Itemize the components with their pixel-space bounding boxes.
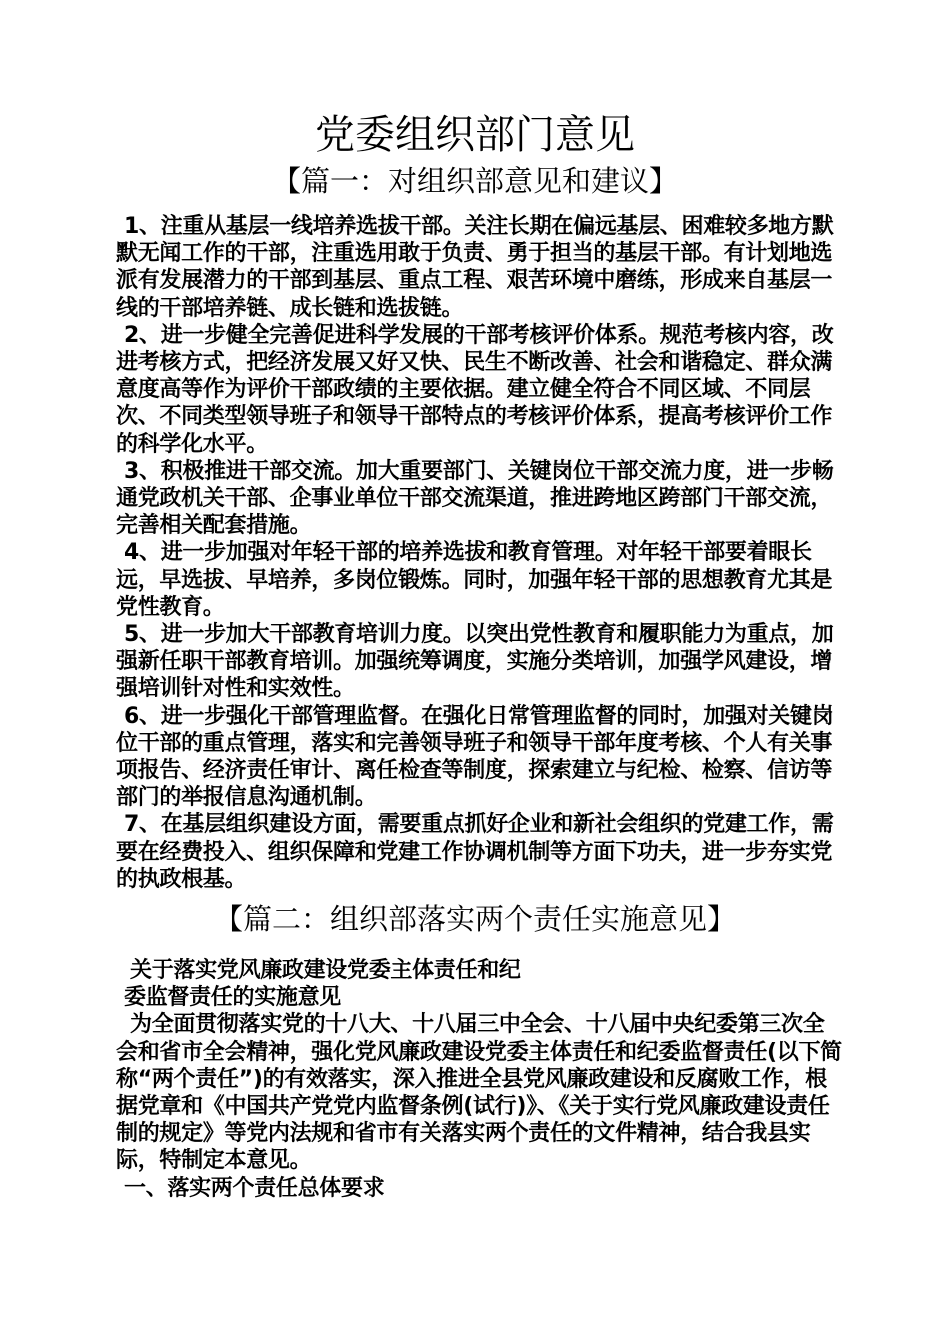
section1-paragraph-7: 7、在基层组织建设方面，需要重点抓好企业和新社会组织的党建工作，需要在经费投入、组织保障和党建工作协调机制等方面下功夫，进一步夯实党的执政根基。 — [116, 812, 834, 892]
section1-paragraph-4: 4、进一步加强对年轻干部的培养选拔和教育管理。对年轻干部要着眼长远，早选拔、早培养，多岗位锻炼。同时，加强年轻干部的思想教育尤其是党性教育。 — [116, 540, 833, 620]
doc-title-line-1: 关于落实党风廉政建设党委主体责任和纪 — [130, 958, 521, 983]
section1-paragraph-2: 2、进一步健全完善促进科学发展的干部考核评价体系。规范考核内容，改进考核方式，把经济发展又好又快、民生不断改善、社会和谐稳定、群众满意度高等作为评价干部政绩的主要依据。建立健全符合不同区域、不同层次、不同类型领导班子和领导干部特点的考核评价体系，提高考核评价工作的科学化水平。 — [116, 322, 834, 457]
section1-paragraph-6: 6、进一步强化干部管理监督。在强化日常管理监督的同时，加强对关键岗位干部的重点管理，落实和完善领导班子和领导干部年度考核、个人有关事项报告、经济责任审计、离任检查等制度，探索建立与纪检、检察、信访等部门的举报信息沟通机制。 — [116, 703, 834, 811]
section1-body — [116, 213, 846, 893]
section1-paragraph-1: 1、注重从基层一线培养选拔干部。关注长期在偏远基层、困难较多地方默默无闻工作的干部，注重选用敢于负责、勇于担当的基层干部。有计划地选派有发展潜力的干部到基层、重点工程、艰苦环境中磨练，形成来自基层一线的干部培养链、成长链和选拔链。 — [116, 214, 834, 321]
section2-body — [116, 957, 846, 1202]
section1-paragraph-3: 3、积极推进干部交流。加大重要部门、关键岗位干部交流力度，进一步畅通党政机关干部、企事业单位干部交流渠道，推进跨地区跨部门干部交流，完善相关配套措施。 — [116, 458, 834, 539]
section1-heading: 【篇一：对组织部意见和建议】 — [271, 164, 678, 198]
section2-heading: 【篇二：组织部落实两个责任实施意见】 — [213, 902, 736, 936]
doc-title-line-2: 委监督责任的实施意见 — [124, 985, 342, 1011]
section2-intro: 为全面贯彻落实党的十八大、十八届三中全会、十八届中央纪委第三次全会和省市全会精神，强化党风廉政建设党委主体责任和纪委监督责任(以下简称“两个责任”)的有效落实，深入推进全县党风廉政建设和反腐败工作，根据党章和《中国共产党党内监督条例(试行)》、《关于实行党风廉政建设责任制的规定》等党内法规和省市有关落实两个责任的文件精神，结合我县实际，特制定本意见。 — [116, 1012, 842, 1174]
section1-paragraph-5: 5、进一步加大干部教育培训力度。以突出党性教育和履职能力为重点，加强新任职干部教育培训。加强统筹调度，实施分类培训，加强学风建设，增强培训针对性和实效性。 — [116, 622, 834, 702]
document-title: 党委组织部门意见 — [315, 112, 635, 158]
section2-subheading: 一、落实两个责任总体要求 — [124, 1175, 385, 1201]
